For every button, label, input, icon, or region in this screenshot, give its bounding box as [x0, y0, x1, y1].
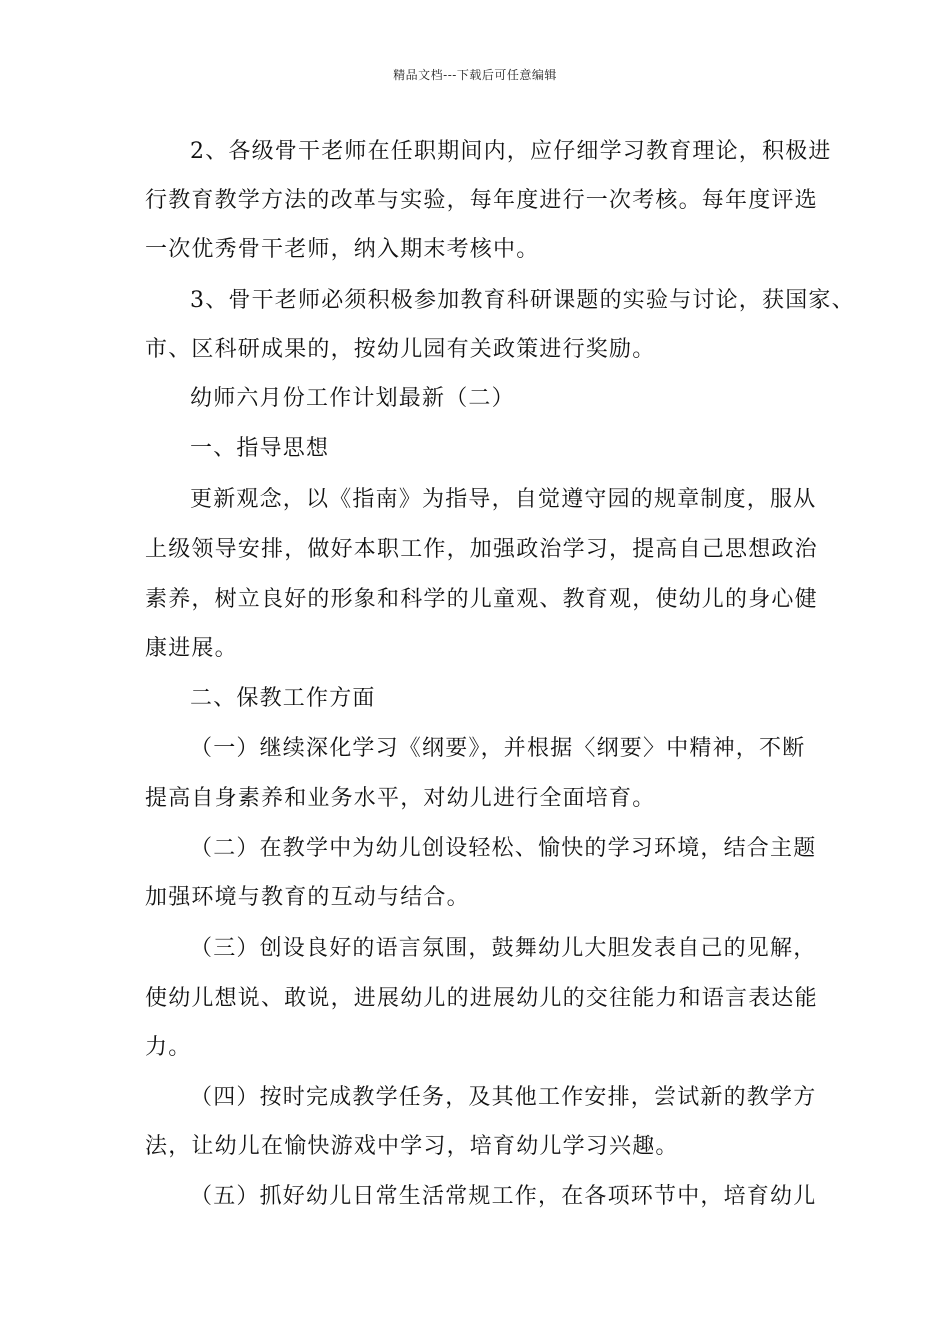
paragraph-line: （一）继续深化学习《纲要》，并根据〈纲要〉中精神，不断 [190, 736, 806, 761]
page-header: 精品文档---下载后可任意编辑 [393, 68, 557, 82]
section-title: 幼师六月份工作计划最新（二） [190, 386, 515, 411]
paragraph-line: 加强环境与教育的互动与结合。 [145, 885, 470, 910]
paragraph-line: 上级领导安排，做好本职工作，加强政治学习，提高自己思想政治 [145, 537, 818, 562]
paragraph-line: （三）创设良好的语言氛围，鼓舞幼儿大胆发表自己的见解， [190, 936, 817, 961]
paragraph-line: 法，让幼儿在愉快游戏中学习，培育幼儿学习兴趣。 [145, 1134, 679, 1159]
paragraph-line: 一次优秀骨干老师，纳入期末考核中。 [145, 237, 540, 262]
paragraph-line: 康进展。 [145, 636, 238, 661]
section-heading: 二、保教工作方面 [190, 686, 376, 711]
paragraph-line: （五）抓好幼儿日常生活常规工作，在各项环节中，培育幼儿 [190, 1184, 817, 1209]
paragraph-line: 提高自身素养和业务水平，对幼儿进行全面培育。 [145, 786, 656, 811]
paragraph-line: 更新观念，以《指南》为指导，自觉遵守园的规章制度，服从 [190, 487, 817, 512]
paragraph-line: 力。 [145, 1035, 192, 1060]
paragraph-line: 3、骨干老师必须积极参加教育科研课题的实验与讨论，获国家、 [190, 288, 855, 313]
paragraph-line: （四）按时完成教学任务，及其他工作安排，尝试新的教学方 [190, 1085, 817, 1110]
paragraph-line: 2、各级骨干老师在任职期间内，应仔细学习教育理论，积极进 [190, 139, 832, 164]
paragraph-line: （二）在教学中为幼儿创设轻松、愉快的学习环境，结合主题 [190, 836, 817, 861]
paragraph-line: 素养，树立良好的形象和科学的儿童观、教育观，使幼儿的身心健 [145, 587, 818, 612]
paragraph-line: 使幼儿想说、敢说，进展幼儿的进展幼儿的交往能力和语言表达能 [145, 986, 818, 1011]
paragraph-line: 市、区科研成果的，按幼儿园有关政策进行奖励。 [145, 337, 656, 362]
section-heading: 一、指导思想 [190, 436, 330, 461]
paragraph-line: 行教育教学方法的改革与实验，每年度进行一次考核。每年度评选 [145, 188, 818, 213]
